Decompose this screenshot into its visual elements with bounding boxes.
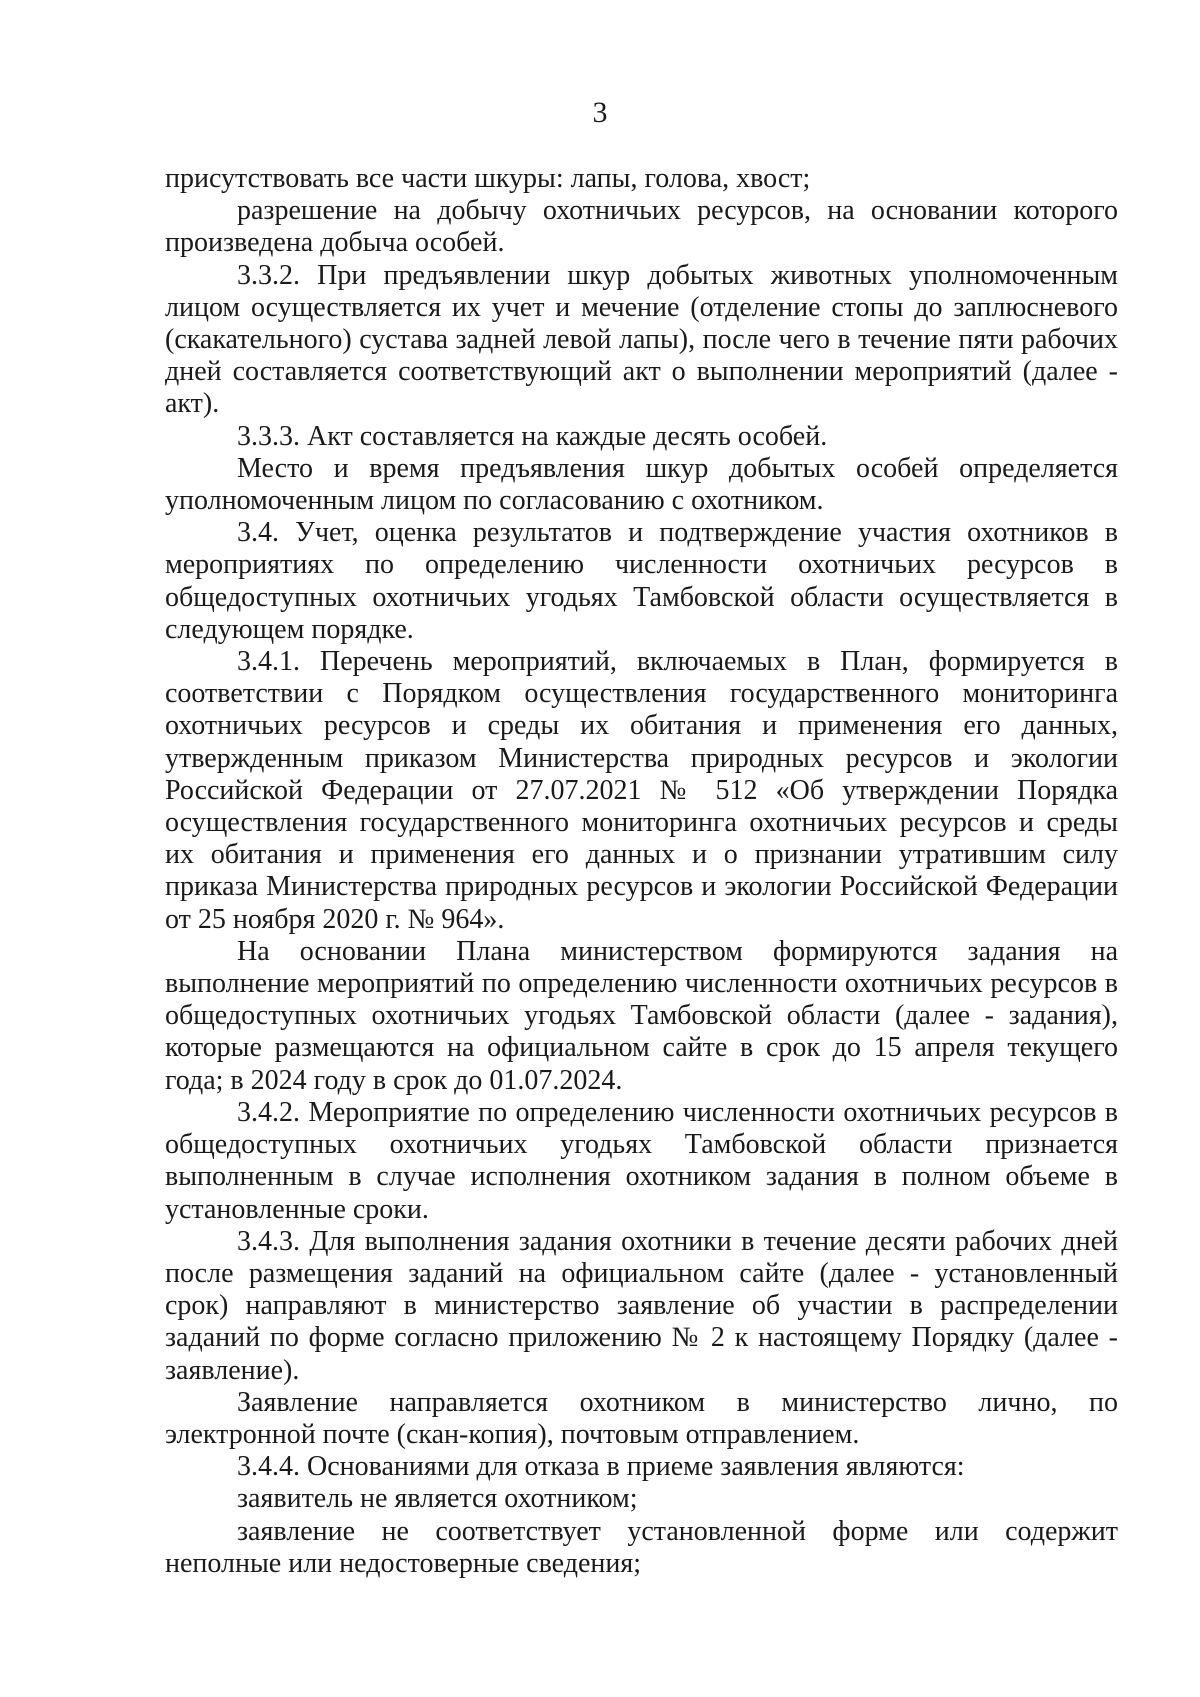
paragraph: На основании Плана министерством формируются задания на выполнение мероприятий по определению численности охотничьих ресурсов в общедоступных охотничьих угодьях Тамбовской области (далее - задания), которые размещаются на официальном сайте в срок до 15 апреля текущего года; в 2024 году в срок до 01.07.2024. (165, 935, 1118, 1096)
paragraph: 3.3.3. Акт составляется на каждые десять особей. (237, 420, 828, 452)
paragraph: 3.4.2. Мероприятие по определению численности охотничьих ресурсов в общедоступных охотничьих угодьях Тамбовской области признается выполненным в случае исполнения охотником задания в полном объеме в установленные сроки. (165, 1096, 1118, 1225)
paragraph: заявление не соответствует установленной форме или содержит неполные или недостоверные сведения; (165, 1515, 1118, 1579)
paragraph: Место и время предъявления шкур добытых особей определяется уполномоченным лицом по согласованию с охотником. (165, 452, 1118, 517)
document-body (165, 163, 1118, 1580)
paragraph: 3.4.1. Перечень мероприятий, включаемых в План, формируется в соответствии с Порядком осуществления государственного мониторинга охотничьих ресурсов и среды их обитания и применения его данных, утвержденным приказом Министерства природных ресурсов и экологии Российской Федерации от 27.07.2021 № 512 «Об утверждении Порядка осуществления государственного мониторинга охотничьих ресурсов и среды их обитания и применения его данных и о признании утратившим силу приказа Министерства природных ресурсов и экологии Российской Федерации от 25 ноября 2020 г. № 964». (165, 646, 1118, 935)
paragraph: 3.4.3. Для выполнения задания охотники в течение десяти рабочих дней после размещения заданий на официальном сайте (далее - установленный срок) направляют в министерство заявление об участии в распределении заданий по форме согласно приложению № 2 к настоящему Порядку (далее - заявление). (165, 1225, 1118, 1386)
paragraph: разрешение на добычу охотничьих ресурсов, на основании которого произведена добыча особей. (165, 195, 1118, 259)
paragraph: 3.3.2. При предъявлении шкур добытых животных уполномоченным лицом осуществляется их учет и мечение (отделение стопы до заплюсневого (скакательного) сустава задней левой лапы), после чего в течение пяти рабочих дней составляется соответствующий акт о выполнении мероприятий (далее - акт). (165, 259, 1118, 420)
paragraph: Заявление направляется охотником в министерство лично, по электронной почте (скан-копия), почтовым отправлением. (165, 1386, 1118, 1450)
paragraph: 3.4.4. Основаниями для отказа в приеме заявления являются: (237, 1451, 965, 1483)
page-number: 3 (592, 96, 608, 129)
paragraph: присутствовать все части шкуры: лапы, голова, хвост; (165, 163, 811, 194)
paragraph: 3.4. Учет, оценка результатов и подтверждение участия охотников в мероприятиях по определению численности охотничьих ресурсов в общедоступных охотничьих угодьях Тамбовской области осуществляется в следующем порядке. (165, 517, 1118, 645)
paragraph: заявитель не является охотником; (237, 1483, 638, 1515)
